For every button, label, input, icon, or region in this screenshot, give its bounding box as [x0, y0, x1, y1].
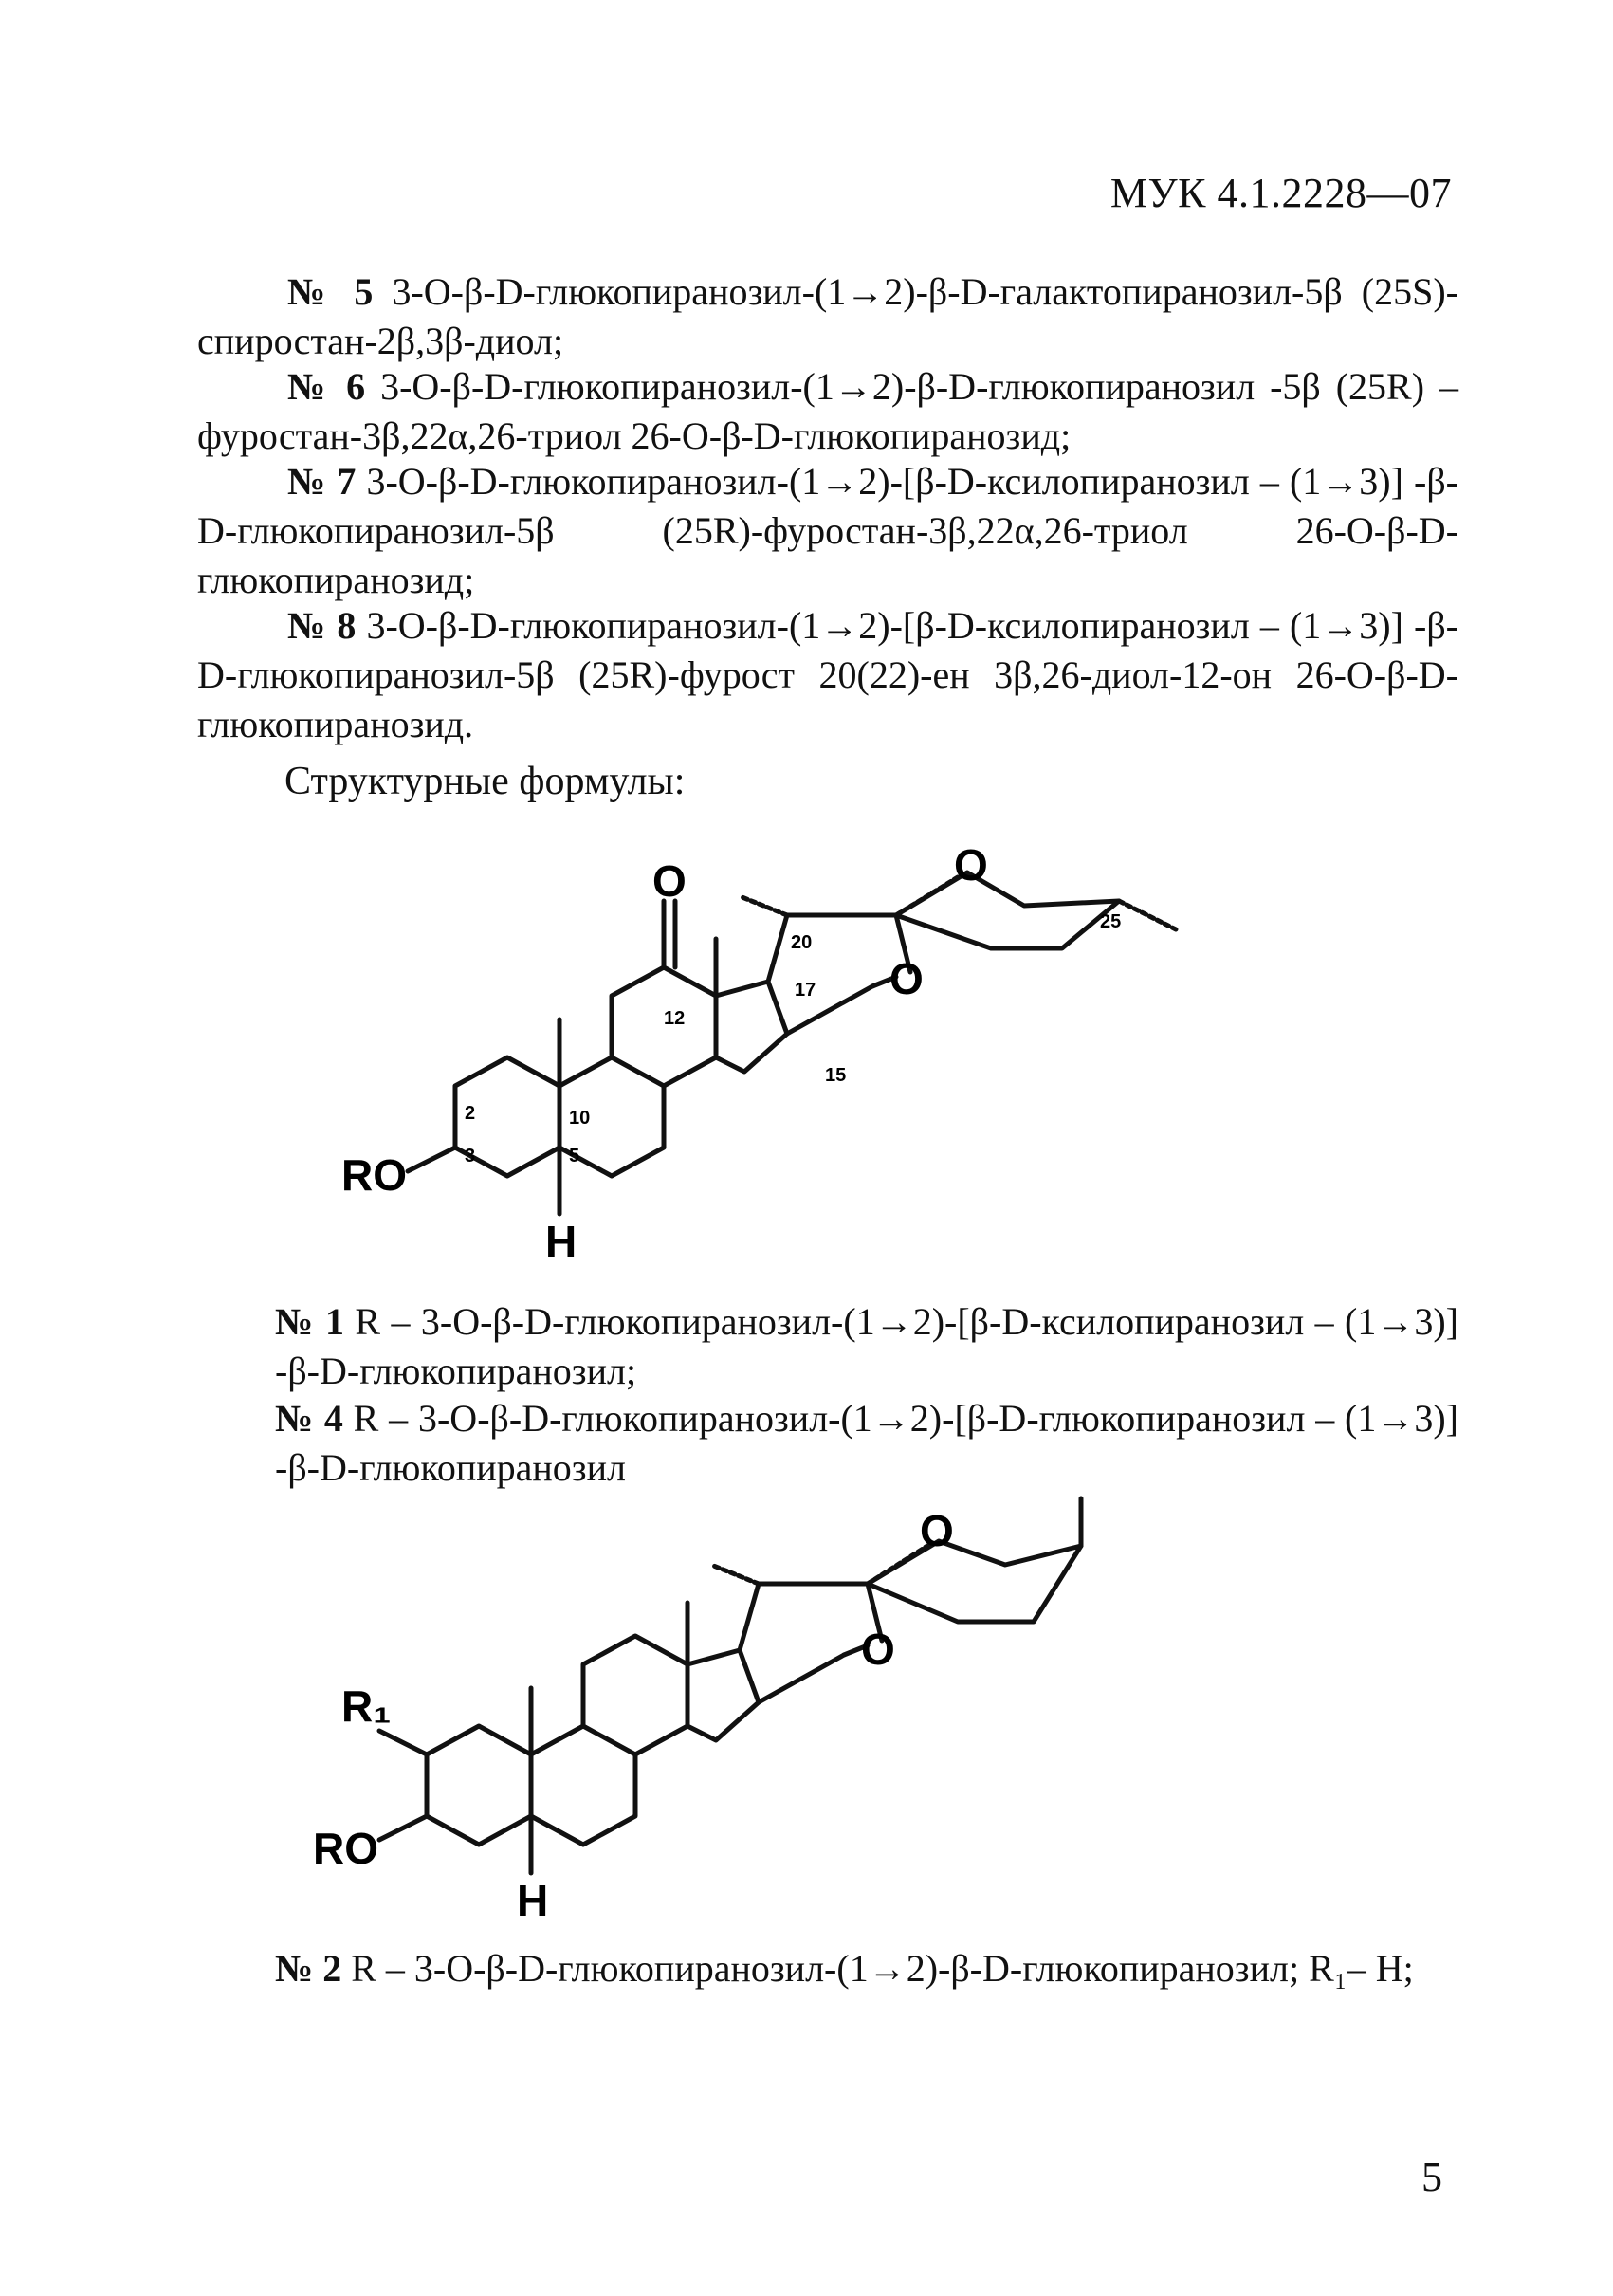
compound-name: R – 3-O-β-D-глюкопиранозил-(1→2)-[β-D-ксилопиранозил – (1→3)] -β-D-глюкопиранозил; — [275, 1300, 1458, 1392]
page-number: 5 — [1421, 2154, 1442, 2200]
compound-number: № 5 — [287, 270, 374, 313]
pyran-oxygen: O — [954, 840, 988, 890]
atom-number-15: 15 — [825, 1065, 847, 1086]
compound-number: № 6 — [287, 365, 366, 408]
atom-number-17: 17 — [795, 980, 816, 1001]
compound-name: R – 3-O-β-D-глюкопиранозил-(1→2)-[β-D-глюкопиранозил – (1→3)] -β-D-глюкопиранозил — [275, 1397, 1458, 1489]
atom-number-3: 3 — [465, 1146, 476, 1166]
compound-number: № 1 — [275, 1300, 344, 1343]
compound-8 — [197, 601, 1458, 749]
structures-heading: Структурные формулы: — [284, 760, 686, 803]
atom-number-5: 5 — [569, 1146, 580, 1166]
ro-substituent: RO — [313, 1824, 378, 1873]
ketone-oxygen: O — [652, 856, 687, 906]
compound-name: 3-O-β-D-глюкопиранозил-(1→2)-[β-D-ксилопиранозил – (1→3)] -β-D-глюкопиранозил-5β (25R)-фуростан-3β,22α,26-триол 26-O-β-D-глюкопиранозид; — [197, 460, 1458, 601]
atom-number-25: 25 — [1100, 911, 1122, 932]
compound-number: № 4 — [275, 1397, 343, 1440]
compound-number: № 7 — [287, 460, 357, 503]
compound-2 — [275, 1944, 1458, 1993]
document-code: МУК 4.1.2228—07 — [1109, 170, 1452, 216]
compound-name: 3-O-β-D-глюкопиранозил-(1→2)-β-D-галактопиранозил-5β (25S)-спиростан-2β,3β-диол; — [197, 270, 1458, 362]
atom-number-2: 2 — [465, 1103, 476, 1124]
h-substituent: H — [517, 1876, 549, 1925]
compound-5 — [197, 267, 1458, 366]
r1-substituent: R₁ — [341, 1681, 392, 1731]
atom-number-12: 12 — [664, 1008, 686, 1029]
compound-7 — [197, 457, 1458, 605]
h-substituent: H — [545, 1217, 577, 1266]
compound-name: 3-O-β-D-глюкопиранозил-(1→2)-[β-D-ксилопиранозил – (1→3)] -β-D-глюкопиранозил-5β (25R)-фурост 20(22)-ен 3β,26-диол-12-он 26-O-β-D-глюкопиранозид. — [197, 604, 1458, 745]
pyran-oxygen: O — [920, 1506, 954, 1555]
compound-1 — [275, 1297, 1458, 1396]
compound-name: R – 3-O-β-D-глюкопиранозил-(1→2)-β-D-глюкопиранозил; R₁– H; — [351, 1947, 1414, 1990]
ro-substituent: RO — [341, 1150, 407, 1200]
structural-formula-2 — [313, 1489, 1223, 1935]
atom-number-10: 10 — [569, 1108, 591, 1129]
structural-formula-1 — [341, 835, 1252, 1290]
furan-oxygen: O — [889, 954, 924, 1003]
atom-number-20: 20 — [791, 932, 813, 953]
compound-6 — [197, 362, 1458, 461]
compound-4 — [275, 1394, 1458, 1493]
compound-number: № 8 — [287, 604, 357, 647]
compound-number: № 2 — [275, 1947, 342, 1990]
furan-oxygen: O — [861, 1625, 895, 1674]
compound-name: 3-O-β-D-глюкопиранозил-(1→2)-β-D-глюкопиранозил -5β (25R) – фуростан-3β,22α,26-триол 26-O-β-D-глюкопиранозид; — [197, 365, 1458, 457]
